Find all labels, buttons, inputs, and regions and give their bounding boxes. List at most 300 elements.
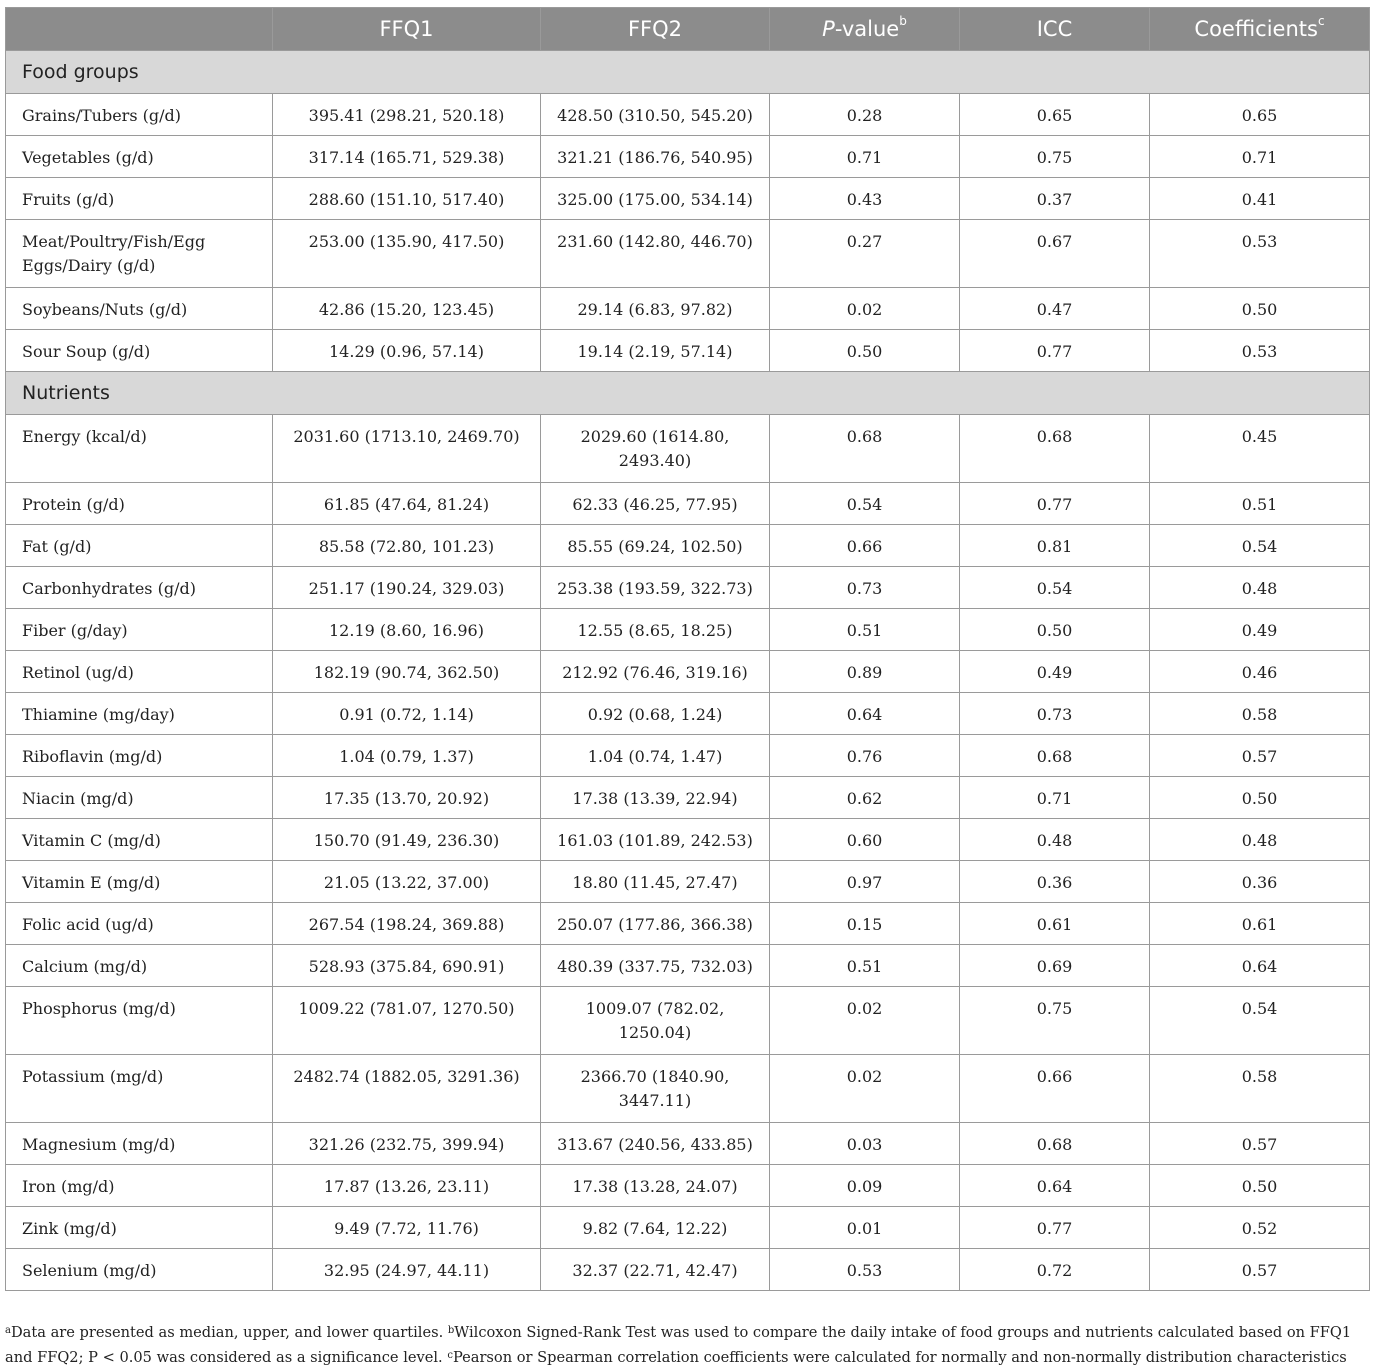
table-row: [6, 94, 1370, 136]
cell-p: [770, 1207, 960, 1249]
cell-p-line: 0.73: [846, 579, 883, 598]
row-label: [6, 178, 273, 220]
table-row: [6, 136, 1370, 178]
cell-icc-line: 0.61: [1036, 915, 1073, 934]
cell-ffq2-line: 1009.07 (782.02,: [585, 999, 725, 1018]
cell-coef: [1150, 987, 1370, 1055]
cell-icc: [960, 483, 1150, 525]
row-label-line: Sour Soup (g/d): [22, 342, 151, 361]
cell-coef: [1150, 525, 1370, 567]
cell-coef-line: 0.71: [1241, 148, 1278, 167]
header-pvalue-sup: b: [899, 14, 907, 28]
row-label: [6, 651, 273, 693]
cell-p-line: 0.28: [846, 106, 883, 125]
cell-coef-line: 0.53: [1241, 342, 1278, 361]
table-row: [6, 567, 1370, 609]
cell-ffq2: [541, 987, 770, 1055]
cell-icc: [960, 609, 1150, 651]
cell-icc: [960, 693, 1150, 735]
cell-icc-line: 0.77: [1036, 495, 1073, 514]
cell-ffq1-line: 12.19 (8.60, 16.96): [329, 621, 484, 640]
row-label: [6, 861, 273, 903]
cell-coef-line: 0.45: [1241, 427, 1278, 446]
footnote-a-marker: a: [5, 1325, 11, 1336]
table-row: [6, 1123, 1370, 1165]
cell-p: [770, 609, 960, 651]
row-label: [6, 220, 273, 288]
cell-ffq1: [273, 1123, 541, 1165]
table-row: [6, 777, 1370, 819]
cell-icc-line: 0.48: [1036, 831, 1073, 850]
cell-icc: [960, 1055, 1150, 1123]
cell-p-line: 0.27: [846, 232, 883, 251]
header-ffq1: FFQ1: [273, 8, 541, 51]
cell-p: [770, 693, 960, 735]
row-label-line: Riboflavin (mg/d): [22, 747, 163, 766]
cell-ffq2-line: 253.38 (193.59, 322.73): [557, 579, 753, 598]
cell-ffq2-line: 62.33 (46.25, 77.95): [572, 495, 738, 514]
cell-ffq1: [273, 1055, 541, 1123]
cell-icc-line: 0.75: [1036, 148, 1073, 167]
cell-coef: [1150, 861, 1370, 903]
cell-coef: [1150, 609, 1370, 651]
cell-icc: [960, 1249, 1150, 1291]
cell-ffq1: [273, 777, 541, 819]
cell-coef: [1150, 220, 1370, 288]
table-row: [6, 288, 1370, 330]
table-row: [6, 483, 1370, 525]
cell-icc-line: 0.37: [1036, 190, 1073, 209]
cell-p: [770, 651, 960, 693]
cell-p-line: 0.15: [846, 915, 883, 934]
section-row: [6, 51, 1370, 94]
table-row: [6, 178, 1370, 220]
table-row: [6, 903, 1370, 945]
table-row: [6, 693, 1370, 735]
cell-coef-line: 0.52: [1241, 1219, 1278, 1238]
cell-coef-line: 0.50: [1241, 1177, 1278, 1196]
cell-p-line: 0.53: [846, 1261, 883, 1280]
cell-coef-line: 0.53: [1241, 232, 1278, 251]
cell-coef: [1150, 651, 1370, 693]
row-label: [6, 483, 273, 525]
cell-ffq2-line: 2493.40): [618, 451, 692, 470]
cell-p: [770, 220, 960, 288]
cell-ffq1: [273, 987, 541, 1055]
cell-coef: [1150, 819, 1370, 861]
cell-ffq1-line: 1009.22 (781.07, 1270.50): [298, 999, 515, 1018]
cell-ffq1-line: 0.91 (0.72, 1.14): [339, 705, 474, 724]
cell-ffq2: [541, 1207, 770, 1249]
row-label-line: Vitamin C (mg/d): [22, 831, 161, 850]
cell-ffq2: [541, 609, 770, 651]
cell-ffq2: [541, 525, 770, 567]
cell-ffq1: [273, 330, 541, 372]
data-table: [5, 7, 1370, 1291]
cell-p: [770, 1165, 960, 1207]
cell-icc-line: 0.54: [1036, 579, 1073, 598]
cell-ffq2: [541, 220, 770, 288]
cell-coef-line: 0.36: [1241, 873, 1278, 892]
cell-ffq2-line: 428.50 (310.50, 545.20): [557, 106, 753, 125]
cell-p-line: 0.64: [846, 705, 883, 724]
cell-ffq2-line: 12.55 (8.65, 18.25): [577, 621, 733, 640]
table-row: [6, 415, 1370, 483]
header-coefficients: [1150, 8, 1370, 51]
cell-ffq2-line: 18.80 (11.45, 27.47): [572, 873, 738, 892]
table-row: [6, 987, 1370, 1055]
cell-ffq1-line: 321.26 (232.75, 399.94): [308, 1135, 505, 1154]
row-label-line: Eggs/Dairy (g/d): [22, 256, 156, 275]
table-body: [6, 51, 1370, 1291]
cell-ffq1: [273, 819, 541, 861]
row-label: [6, 987, 273, 1055]
cell-p-line: 0.71: [846, 148, 883, 167]
row-label: [6, 136, 273, 178]
cell-ffq1-line: 17.87 (13.26, 23.11): [323, 1177, 490, 1196]
cell-icc: [960, 94, 1150, 136]
cell-icc: [960, 777, 1150, 819]
cell-coef-line: 0.57: [1241, 1261, 1278, 1280]
cell-ffq1-line: 17.35 (13.70, 20.92): [323, 789, 490, 808]
cell-ffq1-line: 85.58 (72.80, 101.23): [318, 537, 495, 556]
cell-ffq2: [541, 861, 770, 903]
cell-p-line: 0.54: [846, 495, 883, 514]
header-coef-sup: c: [1317, 14, 1325, 28]
table-row: [6, 525, 1370, 567]
cell-coef: [1150, 903, 1370, 945]
cell-coef: [1150, 1055, 1370, 1123]
cell-coef: [1150, 693, 1370, 735]
cell-ffq1: [273, 861, 541, 903]
cell-ffq1-line: 21.05 (13.22, 37.00): [323, 873, 490, 892]
footnote-c: Pearson or Spearman correlation coefficients were calculated for normally and non-normally distribution characteristics: [452, 1349, 1347, 1366]
cell-ffq2-line: 9.82 (7.64, 12.22): [582, 1219, 728, 1238]
cell-p: [770, 567, 960, 609]
cell-coef: [1150, 945, 1370, 987]
cell-ffq1-line: 528.93 (375.84, 690.91): [308, 957, 505, 976]
cell-icc: [960, 987, 1150, 1055]
cell-coef: [1150, 483, 1370, 525]
cell-ffq2: [541, 567, 770, 609]
footnote-b: Wilcoxon Signed-Rank Test was used to compare the daily intake of food groups and nutrients calculated based on FFQ1 and FFQ2; P < 0.05 was considered as a significance level.: [5, 1324, 1352, 1366]
cell-ffq2: [541, 903, 770, 945]
cell-icc: [960, 415, 1150, 483]
cell-ffq2: [541, 693, 770, 735]
cell-p-line: 0.02: [846, 999, 883, 1018]
cell-coef-line: 0.41: [1241, 190, 1278, 209]
cell-icc: [960, 136, 1150, 178]
row-label-line: Niacin (mg/d): [22, 789, 134, 808]
cell-ffq1: [273, 735, 541, 777]
cell-ffq2-line: 321.21 (186.76, 540.95): [557, 148, 753, 167]
cell-ffq1-line: 267.54 (198.24, 369.88): [308, 915, 505, 934]
cell-ffq1: [273, 94, 541, 136]
cell-ffq2: [541, 819, 770, 861]
header-blank: [6, 8, 273, 51]
row-label: [6, 735, 273, 777]
cell-ffq2: [541, 735, 770, 777]
row-label-line: Carbonhydrates (g/d): [22, 579, 196, 598]
cell-coef-line: 0.58: [1241, 1067, 1278, 1086]
header-coef-text: Coefficients: [1194, 17, 1318, 41]
footnote-b-marker: b: [447, 1325, 455, 1336]
row-label: [6, 1249, 273, 1291]
cell-p-line: 0.03: [846, 1135, 883, 1154]
row-label: [6, 1123, 273, 1165]
row-label-line: Retinol (ug/d): [22, 663, 134, 682]
cell-p: [770, 819, 960, 861]
cell-icc-line: 0.73: [1036, 705, 1073, 724]
cell-ffq1-line: 14.29 (0.96, 57.14): [329, 342, 484, 361]
cell-ffq2-line: 480.39 (337.75, 732.03): [557, 957, 753, 976]
cell-p: [770, 178, 960, 220]
row-label-line: Phosphorus (mg/d): [22, 999, 176, 1018]
row-label-line: Potassium (mg/d): [22, 1067, 164, 1086]
cell-icc-line: 0.68: [1036, 747, 1073, 766]
cell-ffq2: [541, 94, 770, 136]
cell-p-line: 0.89: [846, 663, 883, 682]
cell-p: [770, 903, 960, 945]
cell-p-line: 0.66: [846, 537, 883, 556]
table-row: [6, 609, 1370, 651]
cell-ffq1: [273, 178, 541, 220]
cell-ffq1: [273, 525, 541, 567]
cell-icc: [960, 945, 1150, 987]
cell-ffq1-line: 395.41 (298.21, 520.18): [308, 106, 505, 125]
cell-ffq2-line: 161.03 (101.89, 242.53): [557, 831, 753, 850]
cell-coef-line: 0.48: [1241, 831, 1278, 850]
row-label-line: Calcium (mg/d): [22, 957, 148, 976]
cell-p-line: 0.01: [846, 1219, 883, 1238]
cell-p-line: 0.51: [846, 957, 883, 976]
section-row: [6, 372, 1370, 415]
cell-p: [770, 136, 960, 178]
cell-coef: [1150, 136, 1370, 178]
row-label-line: Thiamine (mg/day): [22, 705, 175, 724]
cell-p-line: 0.68: [846, 427, 883, 446]
cell-icc-line: 0.64: [1036, 1177, 1073, 1196]
cell-coef-line: 0.51: [1241, 495, 1278, 514]
row-label: [6, 288, 273, 330]
row-label: [6, 693, 273, 735]
cell-p: [770, 987, 960, 1055]
cell-icc: [960, 903, 1150, 945]
cell-coef: [1150, 288, 1370, 330]
row-label: [6, 609, 273, 651]
cell-icc: [960, 178, 1150, 220]
header-icc: ICC: [960, 8, 1150, 51]
cell-icc: [960, 1123, 1150, 1165]
cell-coef: [1150, 1207, 1370, 1249]
table-row: [6, 1165, 1370, 1207]
row-label: [6, 945, 273, 987]
row-label-line: Magnesium (mg/d): [22, 1135, 176, 1154]
row-label-line: Folic acid (ug/d): [22, 915, 154, 934]
table-row: [6, 861, 1370, 903]
cell-icc-line: 0.68: [1036, 427, 1073, 446]
row-label: [6, 819, 273, 861]
cell-ffq1: [273, 651, 541, 693]
cell-ffq1-line: 317.14 (165.71, 529.38): [308, 148, 505, 167]
cell-p-line: 0.02: [846, 1067, 883, 1086]
cell-ffq2: [541, 1055, 770, 1123]
cell-coef: [1150, 178, 1370, 220]
table-row: [6, 945, 1370, 987]
cell-icc: [960, 288, 1150, 330]
cell-coef-line: 0.57: [1241, 1135, 1278, 1154]
cell-ffq2-line: 85.55 (69.24, 102.50): [567, 537, 743, 556]
cell-coef: [1150, 330, 1370, 372]
row-label-line: Zink (mg/d): [22, 1219, 117, 1238]
footnotes: [5, 1320, 1369, 1370]
cell-ffq1-line: 2482.74 (1882.05, 3291.36): [293, 1067, 520, 1086]
cell-coef-line: 0.58: [1241, 705, 1278, 724]
row-label-line: Soybeans/Nuts (g/d): [22, 300, 188, 319]
row-label: [6, 330, 273, 372]
table-row: [6, 1249, 1370, 1291]
table-row: [6, 330, 1370, 372]
cell-icc-line: 0.50: [1036, 621, 1073, 640]
cell-p-line: 0.43: [846, 190, 883, 209]
cell-ffq1-line: 253.00 (135.90, 417.50): [308, 232, 505, 251]
table-row: [6, 1055, 1370, 1123]
cell-ffq2-line: 250.07 (177.86, 366.38): [557, 915, 753, 934]
cell-coef-line: 0.65: [1241, 106, 1278, 125]
header-pvalue-p: P: [822, 17, 835, 41]
cell-icc-line: 0.77: [1036, 1219, 1073, 1238]
header-pvalue-text: -value: [834, 17, 900, 41]
row-label-line: Iron (mg/d): [22, 1177, 115, 1196]
cell-coef: [1150, 94, 1370, 136]
cell-icc-line: 0.71: [1036, 789, 1073, 808]
cell-coef-line: 0.50: [1241, 300, 1278, 319]
cell-icc: [960, 567, 1150, 609]
cell-icc-line: 0.68: [1036, 1135, 1073, 1154]
cell-coef-line: 0.54: [1241, 999, 1278, 1018]
cell-ffq1: [273, 693, 541, 735]
cell-ffq2-line: 17.38 (13.39, 22.94): [572, 789, 738, 808]
cell-p-line: 0.60: [846, 831, 883, 850]
cell-coef: [1150, 415, 1370, 483]
cell-ffq2: [541, 483, 770, 525]
cell-coef-line: 0.64: [1241, 957, 1278, 976]
cell-p: [770, 330, 960, 372]
cell-p: [770, 1055, 960, 1123]
cell-ffq2-line: 313.67 (240.56, 433.85): [557, 1135, 753, 1154]
cell-p-line: 0.76: [846, 747, 883, 766]
cell-coef: [1150, 1165, 1370, 1207]
cell-icc: [960, 651, 1150, 693]
cell-ffq1: [273, 1249, 541, 1291]
cell-ffq2: [541, 1249, 770, 1291]
cell-ffq1-line: 9.49 (7.72, 11.76): [334, 1219, 479, 1238]
cell-ffq1-line: 42.86 (15.20, 123.45): [318, 300, 495, 319]
row-label: [6, 1165, 273, 1207]
table-row: [6, 819, 1370, 861]
cell-ffq2: [541, 1165, 770, 1207]
cell-icc-line: 0.65: [1036, 106, 1073, 125]
cell-ffq2-line: 231.60 (142.80, 446.70): [557, 232, 753, 251]
cell-icc: [960, 220, 1150, 288]
row-label-line: Vegetables (g/d): [22, 148, 154, 167]
cell-ffq2-line: 2366.70 (1840.90,: [580, 1067, 730, 1086]
cell-p-line: 0.02: [846, 300, 883, 319]
row-label-line: Energy (kcal/d): [22, 427, 147, 446]
cell-ffq2-line: 29.14 (6.83, 97.82): [577, 300, 733, 319]
cell-coef: [1150, 777, 1370, 819]
row-label-line: Meat/Poultry/Fish/Egg: [22, 232, 206, 251]
cell-icc-line: 0.69: [1036, 957, 1073, 976]
cell-coef: [1150, 735, 1370, 777]
cell-icc-line: 0.72: [1036, 1261, 1073, 1280]
row-label: [6, 567, 273, 609]
cell-ffq2-line: 17.38 (13.28, 24.07): [572, 1177, 738, 1196]
section-title: Food groups: [6, 51, 1370, 94]
cell-p-line: 0.62: [846, 789, 883, 808]
cell-p: [770, 288, 960, 330]
cell-p: [770, 1123, 960, 1165]
cell-icc: [960, 1207, 1150, 1249]
cell-icc-line: 0.47: [1036, 300, 1073, 319]
cell-coef-line: 0.50: [1241, 789, 1278, 808]
header-ffq2: FFQ2: [541, 8, 770, 51]
cell-p: [770, 735, 960, 777]
row-label: [6, 777, 273, 819]
cell-coef-line: 0.48: [1241, 579, 1278, 598]
cell-coef: [1150, 1123, 1370, 1165]
cell-ffq2: [541, 1123, 770, 1165]
table-row: [6, 220, 1370, 288]
cell-p-line: 0.50: [846, 342, 883, 361]
cell-icc: [960, 735, 1150, 777]
cell-ffq2-line: 2029.60 (1614.80,: [580, 427, 730, 446]
cell-icc: [960, 525, 1150, 567]
footnote-c-marker: c: [447, 1350, 453, 1361]
row-label: [6, 415, 273, 483]
cell-icc-line: 0.66: [1036, 1067, 1073, 1086]
cell-icc-line: 0.36: [1036, 873, 1073, 892]
header-row: [6, 8, 1370, 51]
cell-ffq1-line: 288.60 (151.10, 517.40): [308, 190, 505, 209]
row-label-line: Fiber (g/day): [22, 621, 128, 640]
cell-coef-line: 0.49: [1241, 621, 1278, 640]
cell-icc-line: 0.77: [1036, 342, 1073, 361]
cell-icc: [960, 1165, 1150, 1207]
cell-coef-line: 0.46: [1241, 663, 1278, 682]
row-label-line: Grains/Tubers (g/d): [22, 106, 181, 125]
row-label-line: Fruits (g/d): [22, 190, 115, 209]
cell-p: [770, 94, 960, 136]
cell-ffq2: [541, 415, 770, 483]
cell-coef-line: 0.54: [1241, 537, 1278, 556]
footnote-a: Data are presented as median, upper, and lower quartiles.: [10, 1324, 444, 1341]
cell-coef: [1150, 567, 1370, 609]
cell-ffq1: [273, 567, 541, 609]
row-label: [6, 525, 273, 567]
row-label-line: Vitamin E (mg/d): [22, 873, 161, 892]
cell-ffq1: [273, 483, 541, 525]
row-label-line: Fat (g/d): [22, 537, 92, 556]
cell-ffq1-line: 251.17 (190.24, 329.03): [308, 579, 505, 598]
cell-ffq2-line: 1250.04): [618, 1023, 692, 1042]
cell-ffq2: [541, 178, 770, 220]
cell-p: [770, 415, 960, 483]
row-label: [6, 1207, 273, 1249]
cell-ffq1-line: 32.95 (24.97, 44.11): [323, 1261, 490, 1280]
cell-ffq2-line: 0.92 (0.68, 1.24): [587, 705, 723, 724]
cell-ffq1: [273, 136, 541, 178]
